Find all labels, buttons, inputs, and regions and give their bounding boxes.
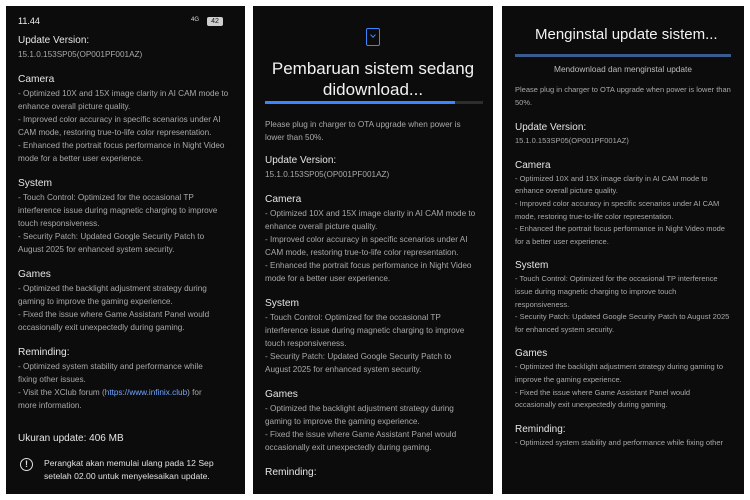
changelog-line: - Optimized 10X and 15X image clarity in AI CAM mode to [515,173,708,183]
changelog-line: - Enhanced the portrait focus performance in Night Video [265,261,472,270]
changelog-line: - Touch Control: Optimized for the occasional TP [265,313,441,322]
changelog-line: - Enhanced the portrait focus performance in Night Video mode [515,224,725,234]
version-number: 15.1.0.153SP05(OP001PF001AZ) [515,136,629,146]
section-title: Games [515,348,548,360]
update-notes[interactable] [253,118,493,480]
update-notes[interactable] [6,34,245,483]
changelog-line: gaming to improve the gaming experience. [18,297,173,306]
charger-note-line-1: Please plug in charger to OTA upgrade when power is lower than [515,85,731,94]
changelog-sections [18,73,233,386]
status-bar [18,16,233,28]
changelog-line: - Fixed the issue where Game Assistant Panel would [515,387,691,397]
install-subtitle: Mendownload dan menginstal update [554,64,692,74]
changelog-line: - Improved color accuracy in specific scenarios under AI [18,115,221,124]
changelog-line: - Fixed the issue where Game Assistant Panel would [265,430,457,439]
changelog-line: - Improved color accuracy in specific scenarios under AI [265,235,468,244]
phone-screen-installing [502,6,744,494]
changelog-line: - Optimized system stability and performance while [18,362,203,371]
notice-line-2: setelah 02.00 untuk menyelesaikan update. [44,471,210,481]
version-number: 15.1.0.153SP05(OP001PF001AZ) [265,170,390,179]
changelog-line: - Optimized system stability and performance while fixing other [515,437,724,447]
status-time: 11.44 [18,16,40,26]
heading-line-1: Pembaruan sistem sedang [271,59,475,78]
changelog-line: interference issue during magnetic charging to improve [265,326,465,335]
changelog-line: - Touch Control: Optimized for the occasional TP [18,193,194,202]
changelog-line: - Optimized 10X and 15X image clarity in AI CAM mode to [18,89,229,98]
update-notes[interactable] [502,84,744,449]
changelog-line: interference issue during magnetic charging to improve [18,206,218,215]
charger-note-line-1: Please plug in charger to OTA upgrade when power is [265,120,461,129]
changelog-line: - Security Patch: Updated Google Security Patch to [265,352,452,361]
changelog-line: improve the gaming experience. [515,374,622,384]
changelog-line: - Fixed the issue where Game Assistant Panel would [18,310,210,319]
section-title: Camera [265,194,302,205]
changelog-line: touch responsiveness. [265,339,347,348]
changelog-sections [265,193,481,480]
changelog-line: enhance overall picture quality. [265,222,378,231]
changelog-line: - Enhanced the portrait focus performance in Night Video [18,141,225,150]
forum-link[interactable]: https://www.infinix.club [104,388,188,397]
charger-note-line-2: 50%. [515,97,533,107]
warning-icon: ! [20,458,33,471]
changelog-line: CAM mode, restoring true-to-life color representation. [265,248,459,257]
section-title: Camera [515,159,551,171]
version-number: 15.1.0.153SP05(OP001PF001AZ) [18,50,143,59]
changelog-line: gaming to improve the gaming experience. [265,417,420,426]
download-progress-bar [265,101,483,104]
charger-note-line-2: lower than 50%. [265,133,324,142]
changelog-line: - Optimized the backlight adjustment strategy during [18,284,207,293]
changelog-sections [515,159,731,450]
changelog-line: occasionally exit unexpectedly during gaming. [18,323,185,332]
forum-line [18,386,233,399]
changelog-line: enhance overall picture quality. [515,186,618,196]
changelog-line: for a better user experience. [515,236,609,246]
changelog-line: - Security Patch: Updated Google Security Patch to [18,232,205,241]
update-version-label: Update Version: [265,155,337,166]
download-heading [253,58,493,100]
changelog-line: August 2025 for enhanced system security. [265,365,422,374]
changelog-line: - Optimized the backlight adjustment strategy during gaming to [515,362,724,372]
section-title: Camera [18,74,55,85]
changelog-line: responsiveness. [515,299,570,309]
forum-line-2: more information. [18,401,82,410]
section-title: Reminding: [18,347,70,358]
changelog-line: occasionally exit unexpectedly during gaming. [515,400,668,410]
section-title: System [18,178,52,189]
changelog-line: mode for a better user experience. [18,154,144,163]
changelog-line: - Security Patch: Updated Google Security Patch to August 2025 [515,312,730,322]
signal-icon: 4G [190,17,199,23]
changelog-line: - Optimized the backlight adjustment strategy during [265,404,454,413]
changelog-line: touch responsiveness. [18,219,100,228]
changelog-line: - Optimized 10X and 15X image clarity in AI CAM mode to [265,209,476,218]
restart-notice [18,457,233,483]
changelog-line: mode for a better user experience. [265,274,391,283]
notice-line-1: Perangkat akan memulai ulang pada 12 Sep [44,458,214,468]
update-version-label: Update Version: [515,122,587,134]
changelog-line: mode, restoring true-to-life color representation. [515,211,674,221]
progress-fill [265,101,455,104]
changelog-line: - Improved color accuracy in specific scenarios under AI CAM [515,198,720,208]
section-title: Games [265,389,298,400]
section-title: System [515,260,549,272]
progress-fill [515,54,731,57]
section-title: Reminding: [515,423,566,435]
install-heading: Menginstal update sistem... [535,26,718,43]
update-version-label: Update Version: [18,35,90,46]
changelog-line: occasionally exit unexpectedly during gaming. [265,443,432,452]
heading-line-2: didownload... [322,80,424,99]
update-size: Ukuran update: 406 MB [18,433,124,444]
changelog-line: for enhanced system security. [515,324,615,334]
changelog-line: enhance overall picture quality. [18,102,131,111]
install-progress-bar [515,54,731,57]
section-title: Games [18,269,51,280]
phone-screen-update-details [6,6,245,494]
changelog-line: CAM mode, restoring true-to-life color representation. [18,128,212,137]
download-icon [366,28,380,46]
changelog-line: August 2025 for enhanced system security. [18,245,175,254]
forum-suffix: ) for [187,388,202,397]
changelog-line: - Touch Control: Optimized for the occasional TP interference [515,274,718,284]
battery-icon: 42 [207,17,223,26]
forum-prefix: - Visit the XClub forum ( [18,388,105,397]
changelog-line: fixing other issues. [18,375,86,384]
section-title: System [265,298,299,309]
section-title: Reminding: [265,467,317,478]
phone-screen-downloading [253,6,493,494]
changelog-line: issue during magnetic charging to improve touch [515,286,677,296]
